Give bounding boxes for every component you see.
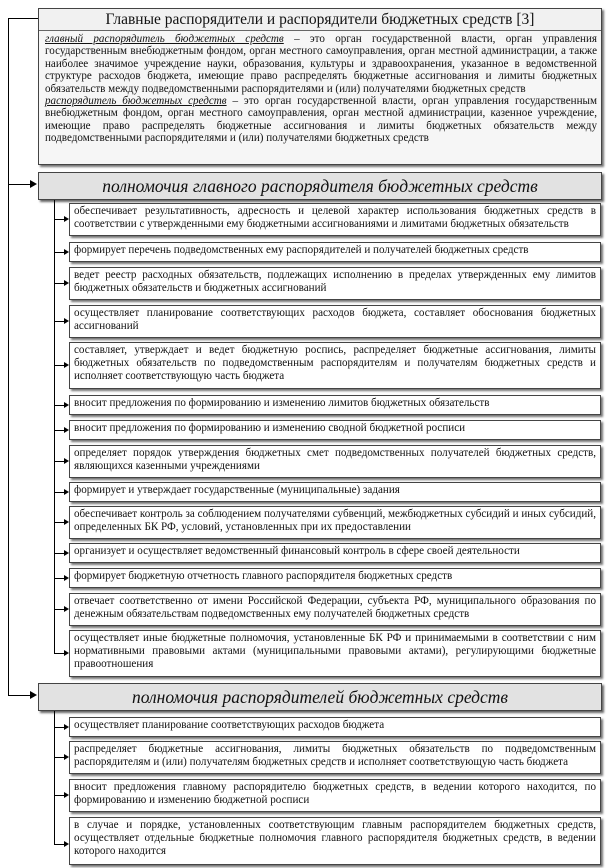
- branch-arrow: [64, 458, 69, 464]
- branch-arrow: [64, 841, 69, 847]
- list-item: ведет реестр расходных обязательств, подлежащих исполнению в пределах утвержденных ему лимитов бюджетных обязательств и бюджетных ассигнований: [69, 267, 601, 300]
- branch-line: [54, 727, 64, 728]
- list-item: осуществляет планирование соответствующих расходов бюджета, составляет обоснования бюджетных ассигнований: [69, 305, 601, 338]
- branch-line: [54, 283, 64, 284]
- branch-arrow: [64, 550, 69, 556]
- branch-line: [54, 365, 64, 366]
- list-item: распределяет бюджетные ассигнования, лимиты бюджетных обязательств по подведомственным распорядителям и (или) получателям бюджетных средств и исполняет соответствующую часть бюджета: [69, 741, 601, 774]
- branch-line: [54, 609, 64, 610]
- arrow-line-1: [8, 184, 30, 185]
- branch-line: [54, 252, 64, 253]
- branch-line: [54, 321, 64, 322]
- branch-arrow: [64, 402, 69, 408]
- branch-arrow: [64, 362, 69, 368]
- branch-line: [54, 844, 64, 845]
- title-connector-line: [8, 18, 38, 19]
- list-item: составляет, утверждает и ведет бюджетную роспись, распределяет бюджетные ассигнования, лимиты бюджетных обязательств по подведомственным распорядителям и получателям бюджетных средств и исполняет соответствующую часть бюджета: [69, 342, 601, 389]
- branch-line: [54, 430, 64, 431]
- branch-arrow: [64, 216, 69, 222]
- list-item: организует и осуществляет ведомственный финансовый контроль в сфере своей деятельности: [69, 543, 601, 563]
- list-item: формирует бюджетную отчетность главного распорядителя бюджетных средств: [69, 568, 601, 588]
- list-item: отвечает соответственно от имени Российской Федерации, субъекта РФ, муниципального образования по денежным обязательствам подведомственных ему получателей бюджетных средств: [69, 593, 601, 626]
- branch-line: [54, 522, 64, 523]
- list-item: вносит предложения главному распорядителю бюджетных средств, в ведении которого находится, по формированию и изменению бюджетной росписи: [69, 779, 601, 812]
- branch-arrow: [64, 754, 69, 760]
- branch-arrow: [64, 519, 69, 525]
- arrow-to-section-1: [30, 180, 37, 188]
- title-block: [38, 8, 602, 165]
- branch-arrow: [64, 318, 69, 324]
- branch-line: [54, 219, 64, 220]
- definitions: [39, 31, 601, 145]
- definition-main-manager: [45, 33, 597, 95]
- branch-arrow: [64, 575, 69, 581]
- section-2-inner-connector: [54, 711, 55, 845]
- branch-arrow: [64, 427, 69, 433]
- list-item: вносит предложения по формированию и изменению сводной бюджетной росписи: [69, 420, 601, 440]
- branch-arrow: [64, 280, 69, 286]
- list-item: осуществляет иные бюджетные полномочия, установленные БК РФ и принимаемыми в соответствии с ним нормативными правовыми актами (муниципальными правовыми актами), регулирующими бюджетные правоотношения: [69, 630, 601, 677]
- definition-manager: [45, 95, 597, 145]
- list-item: формирует и утверждает государственные (муниципальные) задания: [69, 482, 601, 502]
- arrow-to-section-2: [30, 691, 37, 699]
- list-item: обеспечивает результативность, адресность и целевой характер использования бюджетных средств в соответствии с утвержденными ему бюджетными ассигнованиями и лимитами бюджетных обязательств: [69, 203, 601, 236]
- definition-text: – это орган государственной власти, орган управления государственным внебюджетным фондом, орган местного самоуправления, орган местной администрации, а также наиболее значимое учреждение науки, образования, культуры и здравоохранения, указанное в ведомственной структуре расходов бюджета, имеющие право распределять бюджетные ассигнования и лимиты бюджетных обязательств между подведомственными распорядителями и (или) получателями бюджетных средств: [45, 33, 598, 95]
- section-1-inner-connector: [54, 200, 55, 654]
- list-item: обеспечивает контроль за соблюдением получателями субвенций, межбюджетных субсидий и иных субсидий, определенных БК РФ, условий, установленных при их предоставлении: [69, 506, 601, 539]
- list-item: формирует перечень подведомственных ему распорядителей и получателей бюджетных средств: [69, 242, 601, 262]
- branch-line: [54, 405, 64, 406]
- branch-arrow: [64, 489, 69, 495]
- list-item: вносит предложения по формированию и изменению лимитов бюджетных обязательств: [69, 395, 601, 415]
- section-heading-manager: [38, 683, 602, 711]
- definition-term: главный распорядитель бюджетных средств: [45, 33, 284, 45]
- section-heading-main-manager: [38, 172, 602, 200]
- main-connector-line: [8, 18, 9, 696]
- list-item: определяет порядок утверждения бюджетных смет подведомственных получателей бюджетных средств, являющихся казенными учреждениями: [69, 445, 601, 478]
- branch-line: [54, 795, 64, 796]
- branch-line: [54, 553, 64, 554]
- definition-text: – это орган государственной власти, орган управления государственным внебюджетным фондом, орган местного самоуправления, орган местной администрации, казенное учреждение, имеющие право распределять бюджетные ассигнования и лимиты бюджетных обязательств между подведомственными распорядителями и (или) получателями бюджетных средств: [45, 95, 597, 145]
- branch-line: [54, 757, 64, 758]
- section-heading-text: полномочия главного распорядителя бюджетных средств: [102, 176, 538, 196]
- branch-arrow: [64, 249, 69, 255]
- section-heading-text: полномочия распорядителей бюджетных средств: [131, 687, 509, 707]
- branch-arrow: [64, 606, 69, 612]
- arrow-line-2: [8, 695, 30, 696]
- branch-line: [54, 461, 64, 462]
- list-item: осуществляет планирование соответствующих расходов бюджета: [69, 717, 601, 737]
- branch-arrow: [64, 724, 69, 730]
- branch-line: [54, 578, 64, 579]
- list-item: в случае и порядке, установленных соответствующим главным распорядителем бюджетных средств, осуществляет отдельные бюджетные полномочия главного распорядителя бюджетных средств, в ведении которого находится: [69, 817, 601, 865]
- branch-line: [54, 653, 64, 654]
- branch-arrow: [64, 650, 69, 656]
- branch-line: [54, 492, 64, 493]
- page-title: Главные распорядители и распорядители бюджетных средств [3]: [39, 9, 601, 31]
- branch-arrow: [64, 792, 69, 798]
- definition-term: распорядитель бюджетных средств: [45, 95, 227, 108]
